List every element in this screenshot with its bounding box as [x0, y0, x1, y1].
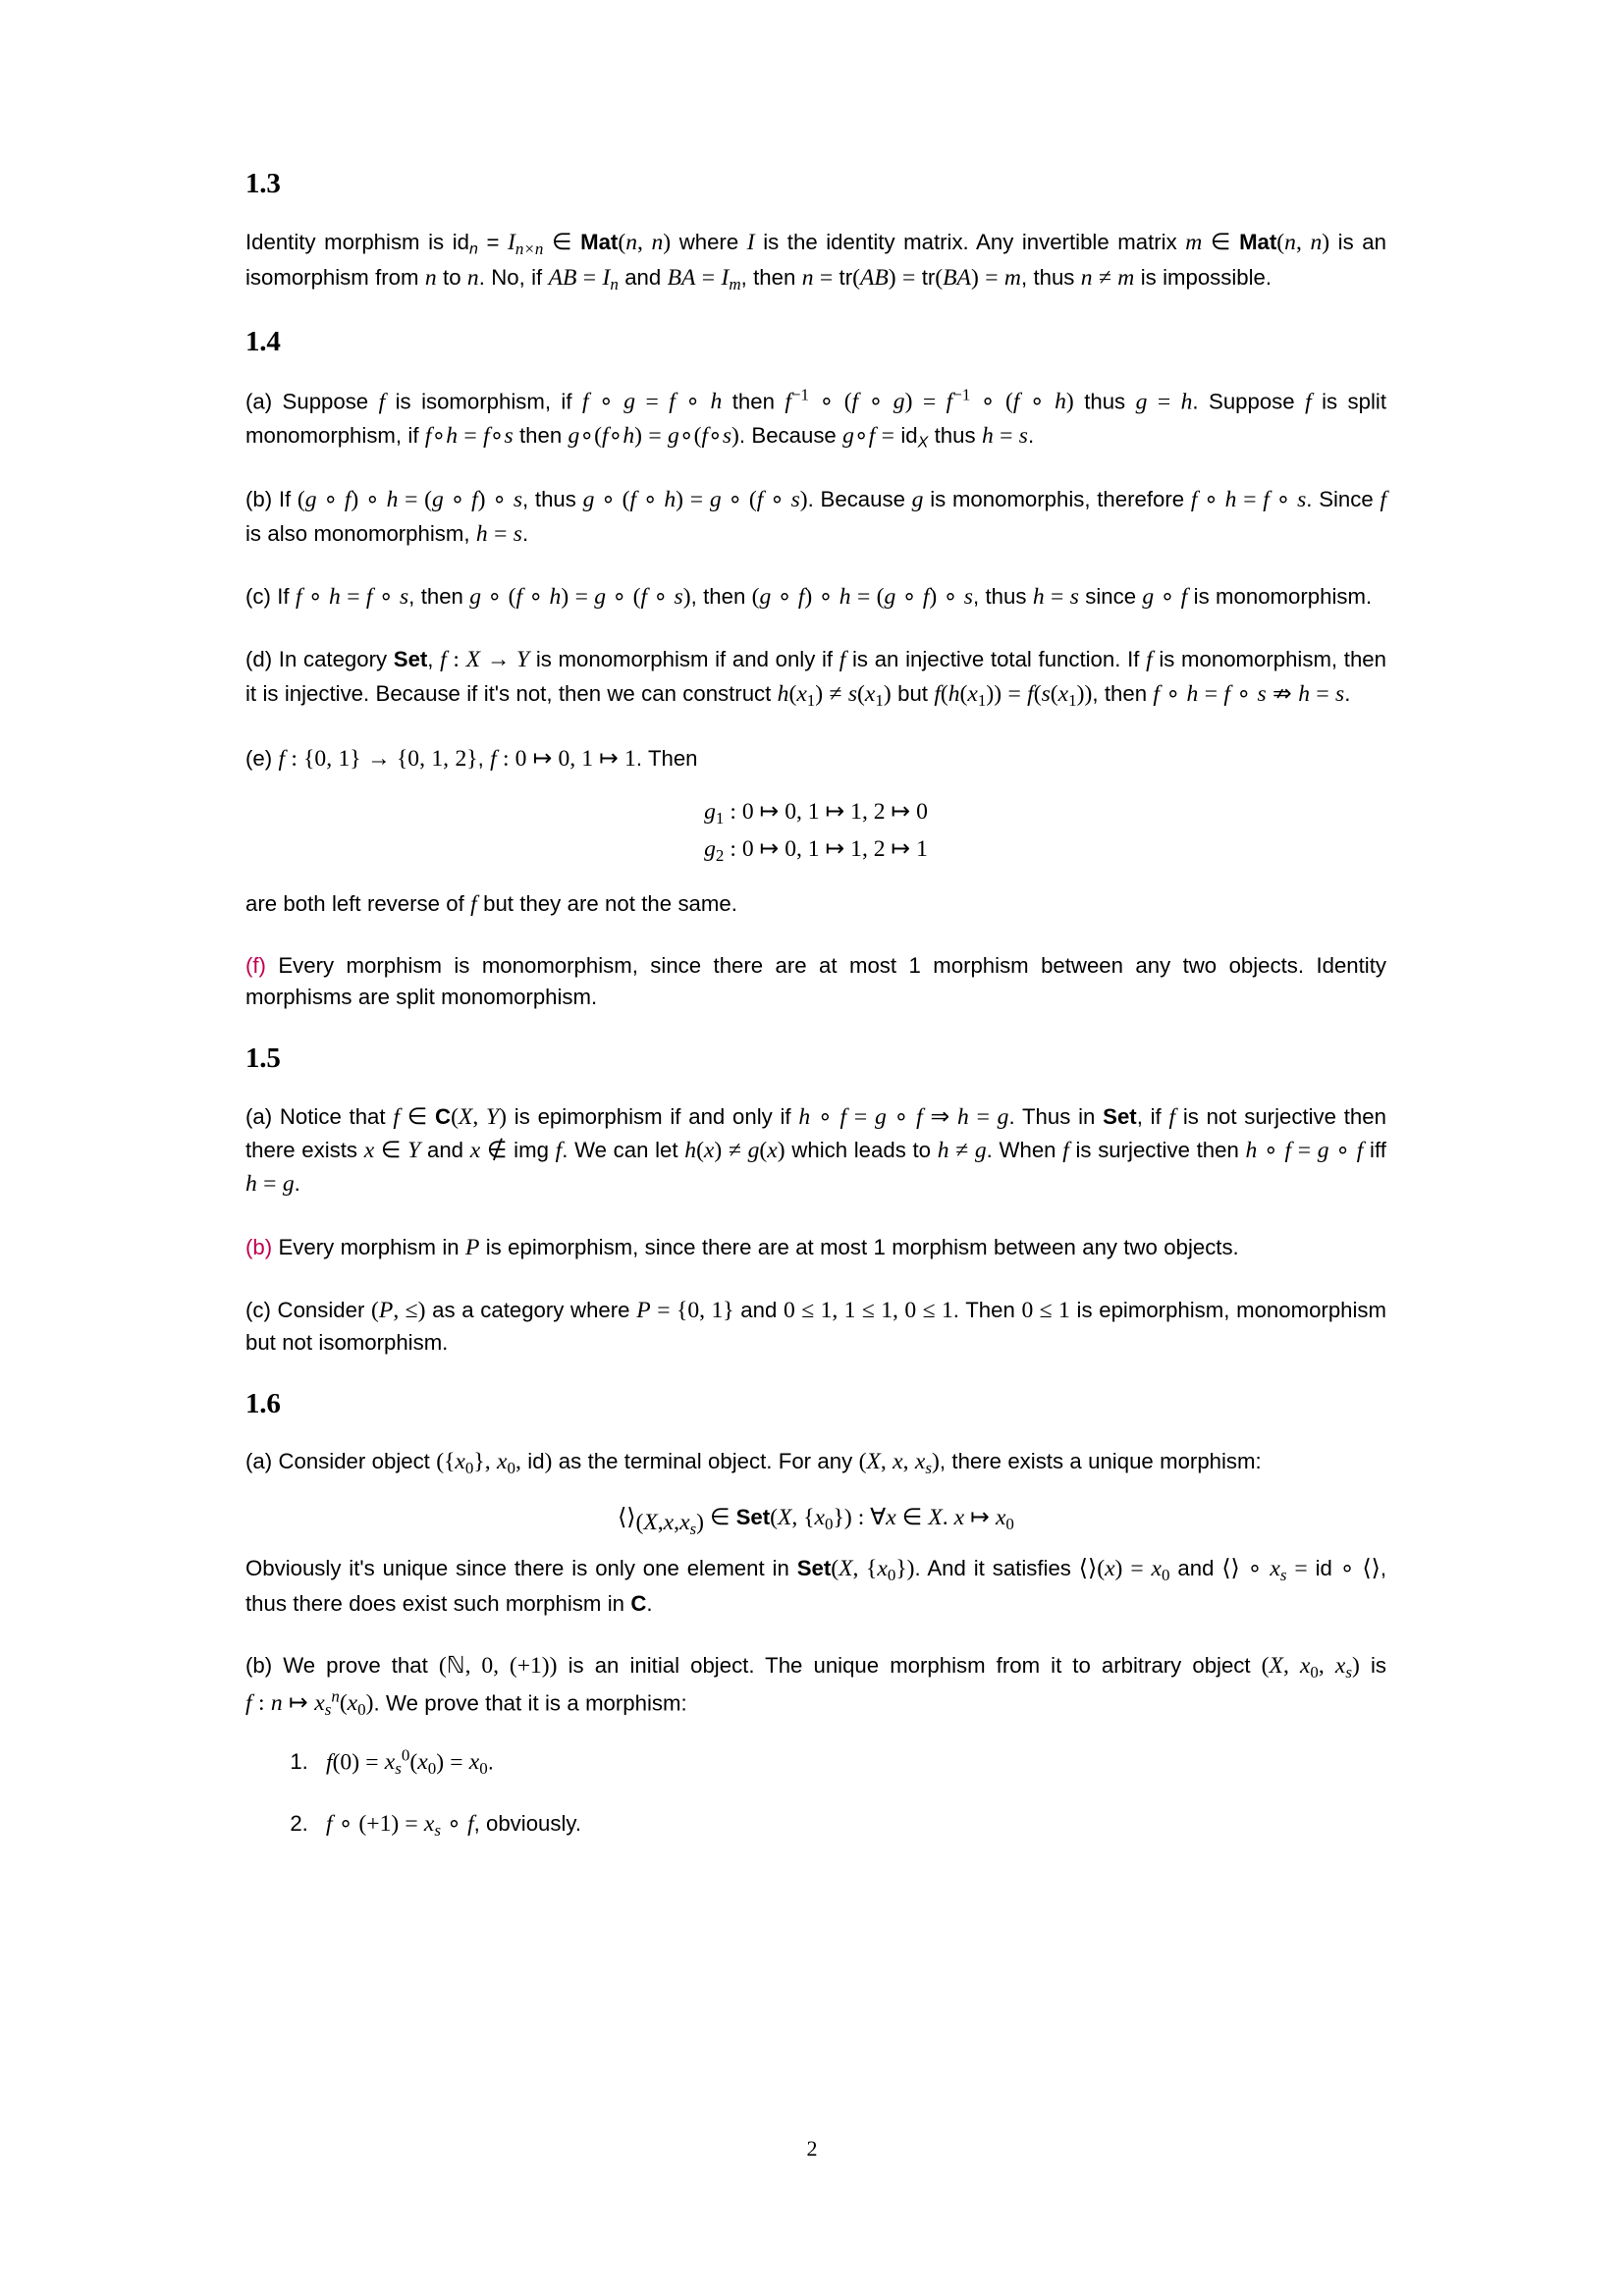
paragraph-1-4-e: (e) f : {0, 1} → {0, 1, 2}, f : 0 ↦ 0, 1 ↦ 1. Then — [245, 745, 698, 772]
display-equation-terminal: $⟨⟩_{(X,x,x_s)}$ ∈ Set(X, $\{x_0\}$) : ∀x ∈ X. x ↦ $x_0$ — [618, 1504, 1014, 1538]
paragraph-1-4-d: (d) In category Set, f : X → Y is monomorphism if and only if f is an injective total function. If f is monomorphism, then it is injective. Because if it's not, then we can construct $h(x_1) \ne s(x_1)$ but $f(h(x_1)) = f(s(x_1))$, then f ∘ h = f ∘ s ⇏ h = s. — [245, 647, 1386, 710]
paragraph-1-3-1: Identity morphism is $id_n = I_{n\times n}$ ∈ Mat(n, n) where I is the identity matrix. Any invertible matrix m ∈ Mat(n, n) is an isomorphism from n to n. No, if AB = $I_n$ and BA = $I_m$, then n = tr(AB) = tr(BA) = m, thus n ≠ m is impossible. — [245, 229, 1386, 294]
paragraph-1-6-a-after: Obviously it's unique since there is only one element in Set(X, $\{x_0\}$). And it satisfies ⟨⟩(x) = $x_0$ and ⟨⟩ ∘ $x_s$ = id ∘ ⟨⟩, thus there does exist such morphism in C. — [245, 1556, 1387, 1616]
display-equations-1-4-e — [245, 797, 1386, 866]
paragraph-1-4-a: (a) Suppose f is isomorphism, if f ∘ g = f ∘ h then $f^{-1}$ ∘ (f ∘ $g) = f^{-1}$ ∘ (f ∘ h) thus g = h. Suppose f is split monomorphism, if f∘h = f∘s then g∘(f∘h) = g∘(f∘s). Because g∘f = $id_X$ thus h = s. — [245, 385, 1386, 451]
paragraph-1-4-f: (f) Every morphism is monomorphism, since there are at most 1 morphism between any two objects. Identity morphisms are split monomorphism. — [245, 953, 1386, 1010]
paragraph-1-6-b: (b) We prove that (ℕ, 0, (+1)) is an initial object. The unique morphism from it to arbitrary object (X, $x_0$, $x_s$) is f : n ↦ $x_s^n(x_0)$. We prove that it is a morphism: — [245, 1653, 1386, 1719]
display-equation-g1: $g_1$ : 0 ↦ 0, 1 ↦ 1, 2 ↦ 0 — [704, 799, 928, 828]
numbered-list-1-6-b — [245, 1744, 1386, 1842]
item-label-f: (f) — [245, 953, 266, 979]
paragraph-1-5-a: (a) Notice that f ∈ C(X, Y) is epimorphism if and only if h ∘ f = g ∘ f ⇒ h = g. Thus in Set, if f is not surjective then there exists x ∈ Y and x ∉ img f. We can let h(x) ≠ g(x) which leads to h ≠ g. When f is surjective then h ∘ f = g ∘ f iff h = g. — [245, 1103, 1386, 1198]
list-item: 2. f ∘ $(+1) = x_s$ ∘ f, obviously. — [314, 1807, 1386, 1842]
list-item: 1. $f(0) = x_s^0(x_0) = x_0$. — [314, 1744, 1386, 1782]
paragraph-1-4-b: (b) If (g ∘ f) ∘ h = (g ∘ f) ∘ s, thus g ∘ (f ∘ h) = g ∘ (f ∘ s). Because g is monomorphis, therefore f ∘ h = f ∘ s. Since f is also monomorphism, h = s. — [245, 487, 1387, 547]
paragraph-1-4-e-after: are both left reverse of f but they are not the same. — [245, 890, 737, 917]
paragraph-1-6-a: (a) Consider object ($\{x_0\}$, $x_0$, id) as the terminal object. For any (X, x, $x_s$), there exists a unique morphism: — [245, 1449, 1262, 1478]
section-heading-1-3: 1.3 — [245, 168, 281, 199]
page-content — [245, 169, 1386, 1868]
display-equation-1-6-a — [245, 1503, 1386, 1539]
section-heading-1-4: 1.4 — [245, 325, 281, 357]
section-heading-1-5: 1.5 — [245, 1041, 281, 1074]
page-number: 2 — [806, 2136, 818, 2161]
display-equation-g2: $g_2$ : 0 ↦ 0, 1 ↦ 1, 2 ↦ 1 — [704, 836, 928, 865]
item-label-b: (b) — [245, 1234, 273, 1259]
paragraph-1-4-c: (c) If f ∘ h = f ∘ s, then g ∘ (f ∘ h) = g ∘ (f ∘ s), then (g ∘ f) ∘ h = (g ∘ f) ∘ s, thus h = s since g ∘ f is monomorphism. — [245, 583, 1373, 610]
paragraph-1-5-b: (b) Every morphism in P is epimorphism, since there are at most 1 morphism between any two objects. — [245, 1234, 1239, 1260]
paragraph-1-5-c: (c) Consider (P, ≤) as a category where P = {0, 1} and 0 ≤ 1, 1 ≤ 1, 0 ≤ 1. Then 0 ≤ 1 is epimorphism, monomorphism but not isomorphism. — [245, 1297, 1386, 1356]
section-heading-1-6: 1.6 — [245, 1387, 281, 1419]
